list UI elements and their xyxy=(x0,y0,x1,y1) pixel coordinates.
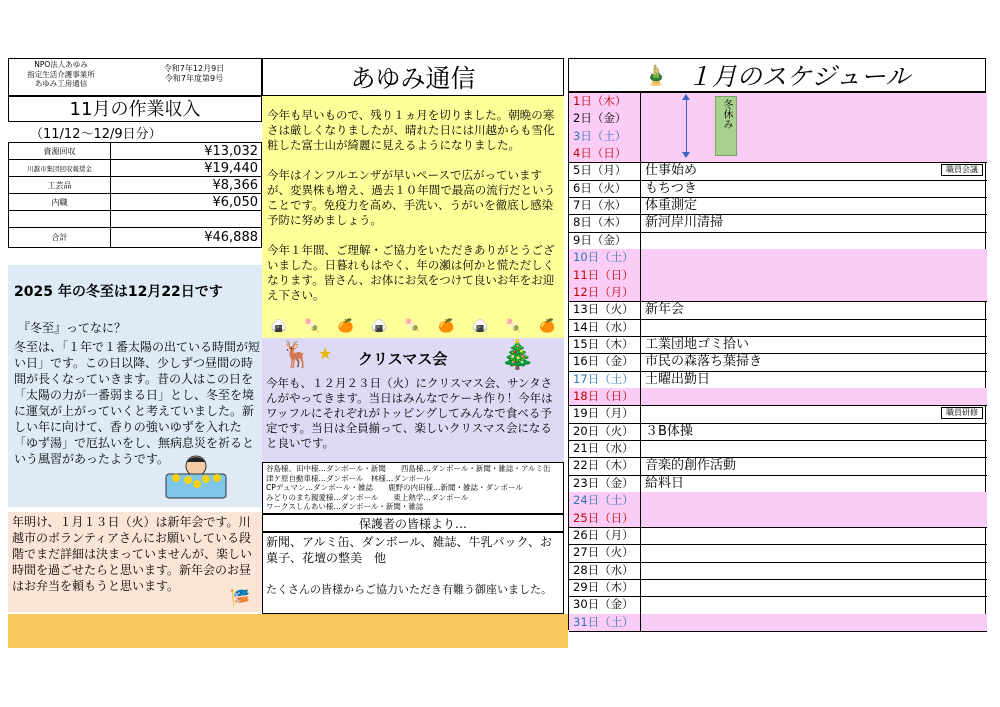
schedule-row xyxy=(569,457,987,475)
issue-info xyxy=(129,64,259,84)
schedule-date: 13日（火） xyxy=(569,301,641,318)
income-label: 川越市集団回収報奨金 xyxy=(9,160,111,177)
christmas-heading: クリスマス会 xyxy=(358,350,448,368)
org-line: NPO法人あゆみ xyxy=(34,60,88,69)
schedule-event: 市民の森落ち葉掃き xyxy=(645,354,763,370)
schedule-row xyxy=(569,93,987,111)
schedule-date: 28日（水） xyxy=(569,562,641,579)
schedule-date: 10日（土） xyxy=(569,249,641,266)
winter-break-text: 冬休み xyxy=(721,99,732,129)
schedule-row xyxy=(569,301,987,319)
schedule-row xyxy=(569,145,987,163)
schedule-date: 31日（土） xyxy=(569,614,641,631)
christmas-section xyxy=(262,338,564,462)
schedule-date: 7日（水） xyxy=(569,197,641,214)
table-row xyxy=(9,160,262,177)
schedule-date: 11日（日） xyxy=(569,267,641,284)
schedule-date: 30日（金） xyxy=(569,596,641,613)
schedule-title-box xyxy=(568,58,986,92)
schedule-date: 18日（日） xyxy=(569,388,641,405)
ornament-icon: 🍙 xyxy=(471,318,489,334)
schedule-row xyxy=(569,440,987,458)
ornament-icon: 🍊 xyxy=(539,318,556,334)
christmas-body: 今年も、１２月２３日（火）にクリスマス会、サンタさんがやってきます。当日はみんなでケーキ作り！今年はワッフルにそれぞれがトッピングしてみんなで食べる予定です。当日は全員揃って、楽しいクリスマス会になると良いです。 xyxy=(266,376,553,450)
issue-number: 令和7年度第9号 xyxy=(164,74,224,83)
new-year-body: 年明け、１月１３日（火）は新年会です。川越市のボランティアさんにお願いしている段階でまだ詳細は決まっていませんが、楽しい時間を過ごせたらと思います。新年会のお昼はお弁当を頼もうと思います。 xyxy=(12,515,253,593)
greeting-paragraph: 今年はインフルエンザが早いペースで広がっていますが、変異株も増え、過去１０年間で最高の流行だということです。免疫力を高め、手洗い、うがいを徹底し感染予防に努めましょう。 xyxy=(267,168,556,227)
donor-line: 谷島様、田中様…ダンボール・新聞 西島様…ダンボール・新聞・雑誌・アルミ缶 津ケ原自動車様…ダンボール 林様…ダンボール xyxy=(266,464,566,483)
schedule-event: 新年会 xyxy=(645,302,685,318)
schedule-note: 職員会議 xyxy=(941,164,983,176)
schedule-row xyxy=(569,110,987,128)
schedule-date: 17日（土） xyxy=(569,371,641,388)
income-value xyxy=(111,211,262,228)
schedule-event: 給料日 xyxy=(645,475,685,491)
schedule-row xyxy=(569,423,987,441)
schedule-date: 5日（月） xyxy=(569,162,641,179)
table-row xyxy=(9,177,262,194)
schedule-row xyxy=(569,336,987,354)
schedule-row xyxy=(569,596,987,614)
greeting-paragraph: 今年も早いもので、残り１ヵ月を切りました。朝晩の寒さは厳しくなりましたが、晴れた日には川越からも雪化粧した富士山が綺麗に見えるようになりました。 xyxy=(267,108,555,152)
christmas-tree-icon: 🎄 xyxy=(500,338,535,371)
schedule-event: 音楽的創作活動 xyxy=(645,458,737,474)
ornament-icon: 🍡 xyxy=(505,318,522,334)
donor-line: CPデュマン…ダンボール・雑誌 鹿野の内田様…新聞・雑誌・ダンボール xyxy=(266,483,523,493)
income-value: ¥6,050 xyxy=(111,194,262,211)
arrow-down-icon xyxy=(682,152,690,158)
schedule-row xyxy=(569,232,987,250)
new-year-decoration-strip xyxy=(262,314,564,338)
footer-bar xyxy=(8,614,568,648)
schedule-row xyxy=(569,162,987,180)
schedule-date: 1日（木） xyxy=(569,93,641,110)
schedule-note: 職員研修 xyxy=(941,407,983,419)
schedule-date: 4日（日） xyxy=(569,145,641,162)
greeting-paragraph: 今年１年間、ご理解・ご協力をいただきありがとうございました。日暮れもはやく、年の瀬は何かと慌ただしくなります。皆さん、お体にお気をつけて良いお年をお迎え下さい。 xyxy=(267,243,555,302)
schedule-row xyxy=(569,180,987,198)
income-heading: 11月の作業収入 xyxy=(8,96,262,122)
schedule-date: 22日（木） xyxy=(569,457,641,474)
income-value: ¥19,440 xyxy=(111,160,262,177)
schedule-row xyxy=(569,267,987,285)
yuzu-bath-icon xyxy=(162,454,230,500)
schedule-event: もちつき xyxy=(645,180,697,196)
income-label: 工芸品 xyxy=(9,177,111,194)
schedule-event: 仕事始め xyxy=(645,163,698,179)
winter-question: 『冬至』ってなに？ xyxy=(18,321,127,335)
schedule-row xyxy=(569,614,987,632)
schedule-row xyxy=(569,544,987,562)
ornament-icon: 🍡 xyxy=(304,318,321,334)
schedule-date: 12日（月） xyxy=(569,284,641,301)
greeting-text xyxy=(267,108,559,318)
income-total-label: 合計 xyxy=(9,228,111,248)
schedule-event: 土曜出勤日 xyxy=(645,371,711,387)
ornament-icon: 🍙 xyxy=(371,318,388,334)
kadomatsu-icon: 🎍 xyxy=(643,63,669,87)
schedule-row xyxy=(569,492,987,510)
schedule-event: ３B体操 xyxy=(645,423,693,439)
winter-break-arrow-line xyxy=(686,98,687,154)
reindeer-icon: 🦌 xyxy=(280,340,313,370)
schedule-date: 27日（火） xyxy=(569,544,641,561)
org-line: 指定生活介護事業所 xyxy=(27,69,95,79)
schedule-date: 2日（金） xyxy=(569,110,641,127)
ornament-icon: 🍡 xyxy=(404,318,422,334)
schedule-date: 9日（金） xyxy=(569,232,641,249)
schedule-row xyxy=(569,527,987,545)
org-name xyxy=(11,60,111,89)
schedule-row xyxy=(569,562,987,580)
schedule-row xyxy=(569,214,987,232)
schedule-row xyxy=(569,510,987,528)
income-period: （11/12〜12/9日分） xyxy=(30,127,162,142)
table-row xyxy=(9,211,262,228)
income-label xyxy=(9,211,111,228)
org-line: あゆみ工房通信 xyxy=(34,79,88,88)
schedule-row xyxy=(569,284,987,302)
guardians-heading: 保護者の皆様より… xyxy=(262,514,564,532)
income-value: ¥8,366 xyxy=(111,177,262,194)
schedule-row xyxy=(569,388,987,406)
schedule-event: 新河岸川清掃 xyxy=(645,215,724,231)
schedule-row xyxy=(569,353,987,371)
schedule-event: 体重測定 xyxy=(645,198,698,214)
schedule-row xyxy=(569,197,987,215)
donor-list xyxy=(262,462,564,514)
schedule-event: 工業団地ゴミ拾い xyxy=(645,336,750,352)
new-year-party-notice xyxy=(8,512,262,612)
star-icon: ★ xyxy=(318,344,333,363)
schedule-date: 15日（木） xyxy=(569,336,641,353)
greeting-section xyxy=(262,96,564,314)
schedule-date: 8日（木） xyxy=(569,214,641,231)
newsletter-title: あゆみ通信 xyxy=(262,58,564,96)
issue-date: 令和7年12月9日 xyxy=(163,64,225,73)
winter-break-label xyxy=(715,96,737,156)
shishimai-icon: 🎏 xyxy=(230,588,250,607)
schedule-date: 26日（月） xyxy=(569,527,641,544)
winter-heading: 2025 年の冬至は12月22日です xyxy=(14,284,223,300)
schedule-date: 21日（水） xyxy=(569,440,641,457)
income-value: ¥13,032 xyxy=(111,143,262,160)
table-row-total xyxy=(9,228,262,248)
schedule-date: 19日（月） xyxy=(569,405,641,422)
donor-line: みどりのまち親愛様…ダンボール 東上熱学…ダンボール xyxy=(266,492,469,502)
guardians-thanks: たくさんの皆様からご協力いただき有難う御座いました。 xyxy=(266,583,552,596)
schedule-row xyxy=(569,579,987,597)
schedule-row xyxy=(569,319,987,337)
winter-body: 冬至は、「１年で１番太陽の出ている時間が短い日」です。この日以降、少しずつ昼間の時間が長くなっていきます。昔の人はこの日を「太陽の力が一番弱まる日」とし、冬至を境に運気が上がっていくと考えていました。新しい年に向けて、香りの強いゆずを入れた「ゆず湯」で厄払いをし、無病息災を祈るという風習があったようです。 xyxy=(14,340,261,466)
guardians-section xyxy=(262,532,564,614)
schedule-date: 3日（土） xyxy=(569,128,641,145)
schedule-date: 25日（日） xyxy=(569,510,641,527)
schedule-date: 29日（木） xyxy=(569,579,641,596)
schedule-row xyxy=(569,475,987,493)
guardians-items: 新聞、アルミ缶、ダンボール、雑誌、牛乳パック、お菓子、花壇の整美 他 xyxy=(266,535,552,565)
ornament-icon: 🍙 xyxy=(270,318,287,334)
income-label: 資源回収 xyxy=(9,143,111,160)
schedule-date: 16日（金） xyxy=(569,353,641,370)
schedule-row xyxy=(569,128,987,146)
income-total-value: ¥46,888 xyxy=(111,228,262,248)
arrow-up-icon xyxy=(682,94,690,100)
org-header xyxy=(8,58,262,96)
ornament-icon: 🍊 xyxy=(337,318,354,334)
donor-line: ワークスしんあい様…ダンボール・新聞・雑誌 xyxy=(266,502,424,512)
schedule-date: 20日（火） xyxy=(569,423,641,440)
schedule-table xyxy=(568,92,986,630)
ornament-icon: 🍊 xyxy=(438,318,455,334)
schedule-date: 14日（水） xyxy=(569,319,641,336)
table-row xyxy=(9,143,262,160)
schedule-date: 6日（火） xyxy=(569,180,641,197)
table-row xyxy=(9,194,262,211)
schedule-date: 24日（土） xyxy=(569,492,641,509)
schedule-title: １月のスケジュール xyxy=(686,62,911,91)
schedule-row xyxy=(569,405,987,423)
schedule-date: 23日（金） xyxy=(569,475,641,492)
income-label: 内職 xyxy=(9,194,111,211)
schedule-row xyxy=(569,371,987,389)
schedule-row xyxy=(569,249,987,267)
income-table xyxy=(8,142,262,248)
